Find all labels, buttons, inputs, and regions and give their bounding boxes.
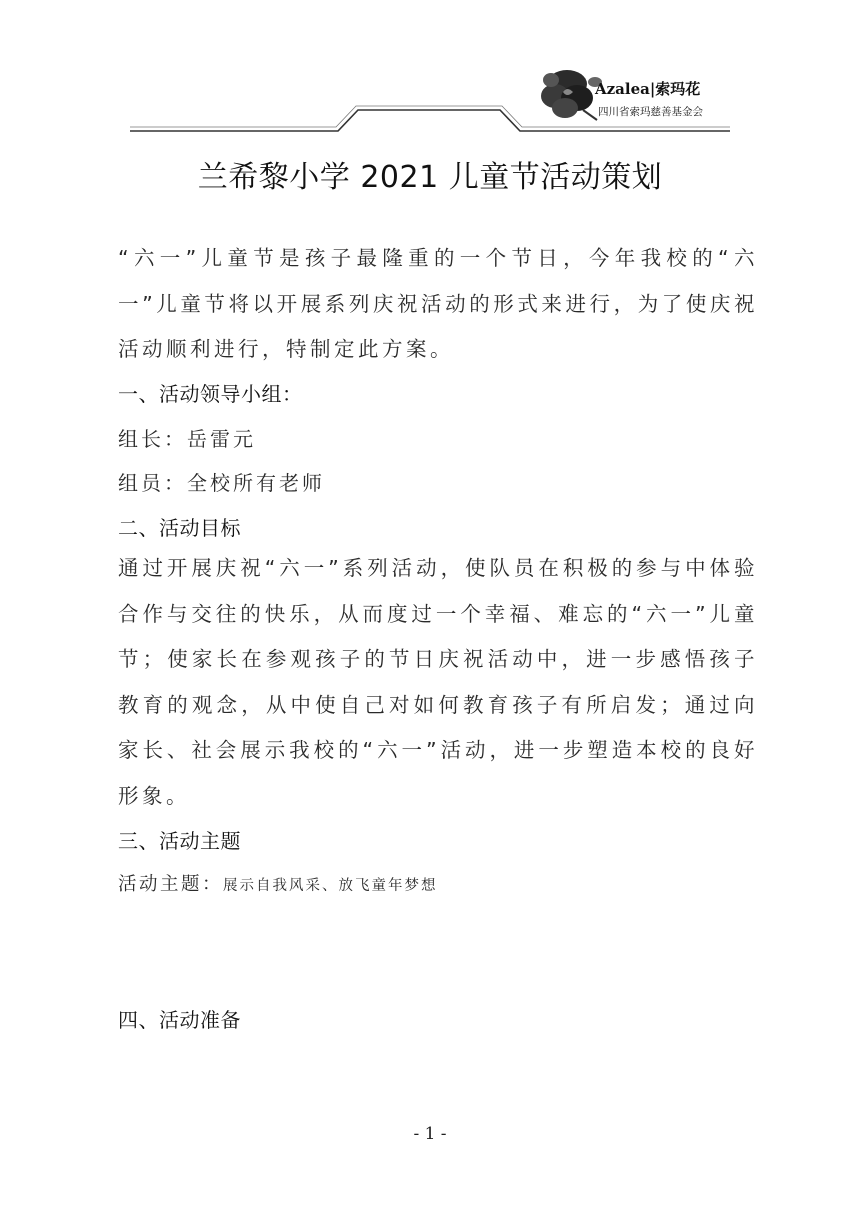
theme-line xyxy=(118,870,438,896)
theme-value: 展示自我风采、放飞童年梦想 xyxy=(223,878,438,894)
section-heading-goals: 二、活动目标 xyxy=(118,516,241,540)
page-number: - 1 - xyxy=(413,1124,447,1144)
section-heading-theme: 三、活动主题 xyxy=(118,829,241,853)
intro-paragraph: “六一”儿童节是孩子最隆重的一个节日，今年我校的“六一”儿童节将以开展系列庆祝活动的形式来进行，为了使庆祝活动顺利进行，特制定此方案。 xyxy=(118,246,758,362)
document-title: 兰希黎小学 2021 儿童节活动策划 xyxy=(197,160,663,195)
group-leader: 组长：岳雷元 xyxy=(118,427,256,451)
logo-title: Azalea|索玛花 xyxy=(595,80,701,98)
group-members: 组员：全校所有老师 xyxy=(118,471,325,495)
logo-subtitle: 四川省索玛慈善基金会 xyxy=(598,106,703,118)
header-divider xyxy=(0,0,860,140)
section-heading-leadership: 一、活动领导小组： xyxy=(118,382,303,406)
foundation-logo xyxy=(537,62,709,124)
section-heading-preparation: 四、活动准备 xyxy=(118,1008,241,1032)
theme-label: 活动主题： xyxy=(118,874,224,895)
goals-paragraph: 通过开展庆祝“六一”系列活动，使队员在积极的参与中体验合作与交往的快乐，从而度过一个幸福、难忘的“六一”儿童节；使家长在参观孩子的节日庆祝活动中，进一步感悟孩子教育的观念，从中使自己对如何教育孩子有所启发；通过向家长、社会展示我校的“六一”活动，进一步塑造本校的良好形象。 xyxy=(118,556,758,808)
